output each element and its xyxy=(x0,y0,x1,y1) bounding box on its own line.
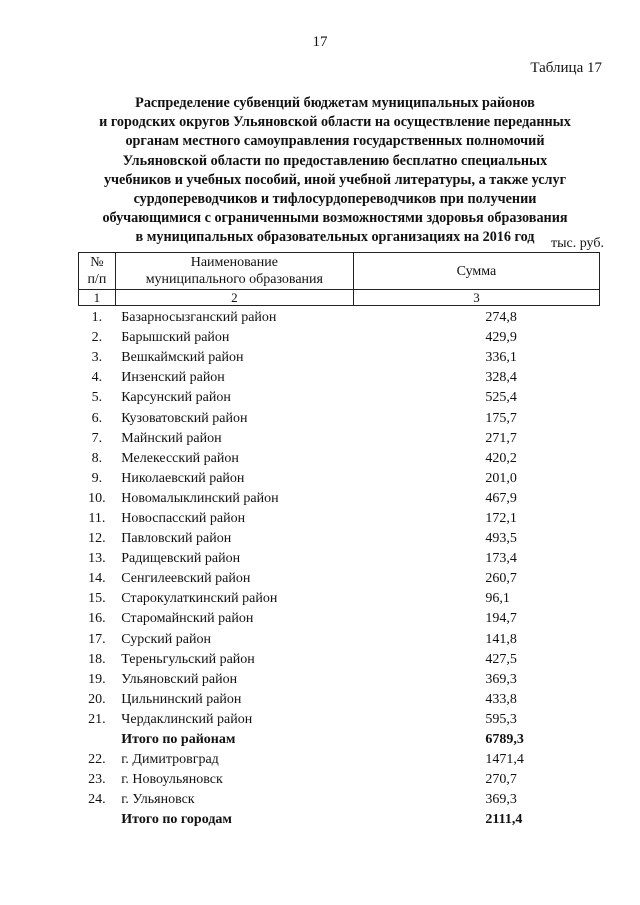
table-row xyxy=(79,408,600,428)
row-sum: 141,8 xyxy=(485,631,517,647)
row-number: 2. xyxy=(91,330,103,346)
header-name-line2: муниципального образования xyxy=(145,272,323,287)
table-row xyxy=(79,328,600,348)
row-name: Николаевский район xyxy=(121,470,245,486)
row-sum: 172,1 xyxy=(485,510,517,526)
row-number xyxy=(79,730,116,750)
row-name: Цильнинский район xyxy=(121,691,242,707)
row-name: Вешкаймский район xyxy=(121,350,244,366)
row-number: 9. xyxy=(91,470,103,486)
row-name: г. Димитровград xyxy=(121,752,219,768)
title-line: Ульяновской области по предоставлению бесплатно специальных xyxy=(122,152,548,169)
row-number: 4. xyxy=(91,370,103,386)
row-sum: 270,7 xyxy=(485,772,517,788)
row-name: Павловский район xyxy=(121,531,232,547)
row-sum: 173,4 xyxy=(485,551,517,567)
table-row xyxy=(79,710,600,730)
table-row xyxy=(79,489,600,509)
table-row xyxy=(79,609,600,629)
table-row xyxy=(79,509,600,529)
title-line: органам местного самоуправления государственных полномочий xyxy=(125,133,545,150)
row-sum: 194,7 xyxy=(485,611,517,627)
row-number: 14. xyxy=(88,571,106,587)
table-row xyxy=(79,529,600,549)
subvention-table xyxy=(78,252,600,830)
column-number: 1 xyxy=(79,290,116,306)
row-sum: 467,9 xyxy=(485,490,517,506)
row-sum: 336,1 xyxy=(485,350,517,366)
page-number: 17 xyxy=(312,34,328,50)
row-number: 22. xyxy=(88,752,106,768)
title-line: обучающимися с ограниченными возможностями здоровья образования xyxy=(102,210,568,227)
row-name: Базарносызганский район xyxy=(121,310,277,326)
table-row xyxy=(79,429,600,449)
row-number: 3. xyxy=(91,350,103,366)
table-header-row xyxy=(79,253,600,290)
row-sum: 369,3 xyxy=(485,792,517,808)
row-number: 19. xyxy=(88,671,106,687)
row-number: 8. xyxy=(91,450,103,466)
row-number: 23. xyxy=(88,772,106,788)
row-name: Старомайнский район xyxy=(121,611,254,627)
header-name xyxy=(115,253,353,290)
row-sum: 2111,4 xyxy=(485,812,523,828)
row-number: 11. xyxy=(88,510,106,526)
row-name: г. Ульяновск xyxy=(121,792,195,808)
row-sum: 427,5 xyxy=(485,651,517,667)
row-name: Кузоватовский район xyxy=(121,410,248,426)
row-name: Радищевский район xyxy=(121,551,241,567)
row-number xyxy=(79,810,116,830)
table-row xyxy=(79,770,600,790)
row-number: 24. xyxy=(88,792,106,808)
row-sum: 274,8 xyxy=(485,310,517,326)
row-name: Ульяновский район xyxy=(121,671,238,687)
row-name: Сенгилеевский район xyxy=(121,571,251,587)
row-sum: 6789,3 xyxy=(485,732,524,748)
table-row xyxy=(79,690,600,710)
row-name: Новомалыклинский район xyxy=(121,490,279,506)
row-number: 6. xyxy=(91,410,103,426)
row-sum: 1471,4 xyxy=(485,752,524,768)
row-number: 17. xyxy=(88,631,106,647)
row-number: 5. xyxy=(91,390,103,406)
row-sum: 595,3 xyxy=(485,711,517,727)
table-row xyxy=(79,790,600,810)
table-body xyxy=(79,306,600,831)
row-number: 1. xyxy=(91,310,103,326)
row-sum: 271,7 xyxy=(485,430,517,446)
row-sum: 260,7 xyxy=(485,571,517,587)
table-row xyxy=(79,449,600,469)
row-name: Тереньгульский район xyxy=(121,651,255,667)
column-number: 2 xyxy=(115,290,353,306)
row-name: Майнский район xyxy=(121,430,222,446)
table-row xyxy=(79,569,600,589)
row-number: 18. xyxy=(88,651,106,667)
row-sum: 328,4 xyxy=(485,370,517,386)
row-name: Мелекесский район xyxy=(121,450,239,466)
row-number: 13. xyxy=(88,551,106,567)
row-sum: 525,4 xyxy=(485,390,517,406)
title-line: в муниципальных образовательных организациях на 2016 год xyxy=(135,229,535,246)
row-name: Итого по городам xyxy=(121,812,232,828)
row-sum: 201,0 xyxy=(485,470,517,486)
header-sum: Сумма xyxy=(353,253,599,290)
table-row xyxy=(79,549,600,569)
table-row xyxy=(79,670,600,690)
table-total-row xyxy=(79,810,600,830)
table-row xyxy=(79,630,600,650)
row-name: Новоспасский район xyxy=(121,510,246,526)
row-name: Барышский район xyxy=(121,330,230,346)
header-num-line2: п/п xyxy=(87,272,107,287)
row-sum: 433,8 xyxy=(485,691,517,707)
row-name: Старокулаткинский район xyxy=(121,591,278,607)
header-num-line1: № xyxy=(90,255,104,270)
document-title xyxy=(70,94,600,248)
row-name: Инзенский район xyxy=(121,370,225,386)
row-number: 21. xyxy=(88,711,106,727)
row-name: Чердаклинский район xyxy=(121,711,253,727)
row-sum: 420,2 xyxy=(485,450,517,466)
row-number: 20. xyxy=(88,691,106,707)
row-number: 12. xyxy=(88,531,106,547)
row-name: Карсунский район xyxy=(121,390,231,406)
column-number-row xyxy=(79,290,600,306)
table-row xyxy=(79,650,600,670)
row-number: 7. xyxy=(91,430,103,446)
row-name: Сурский район xyxy=(121,631,211,647)
row-number: 15. xyxy=(88,591,106,607)
unit-label: тыс. руб. xyxy=(551,236,604,251)
table-row xyxy=(79,388,600,408)
table-total-row xyxy=(79,730,600,750)
header-name-line1: Наименование xyxy=(190,255,278,270)
row-number: 10. xyxy=(88,490,106,506)
table-row xyxy=(79,469,600,489)
title-line: сурдопереводчиков и тифлосурдопереводчиков при получении xyxy=(133,191,537,208)
table-row xyxy=(79,589,600,609)
row-sum: 429,9 xyxy=(485,330,517,346)
row-sum: 369,3 xyxy=(485,671,517,687)
title-line: Распределение субвенций бюджетам муниципальных районов xyxy=(135,95,535,111)
table-row xyxy=(79,348,600,368)
row-name: г. Новоульяновск xyxy=(121,772,223,788)
table-row xyxy=(79,368,600,388)
row-sum: 493,5 xyxy=(485,531,517,547)
row-sum: 96,1 xyxy=(485,591,510,607)
row-number: 16. xyxy=(88,611,106,627)
title-line: и городских округов Ульяновской области на осуществление переданных xyxy=(99,114,571,131)
table-label: Таблица 17 xyxy=(530,60,602,76)
column-number: 3 xyxy=(353,290,599,306)
row-name: Итого по районам xyxy=(121,732,236,748)
table-row xyxy=(79,306,600,329)
header-num xyxy=(79,253,116,290)
table-row xyxy=(79,750,600,770)
row-sum: 175,7 xyxy=(485,410,517,426)
title-line: учебников и учебных пособий, иной учебной литературы, а также услуг xyxy=(103,171,567,188)
